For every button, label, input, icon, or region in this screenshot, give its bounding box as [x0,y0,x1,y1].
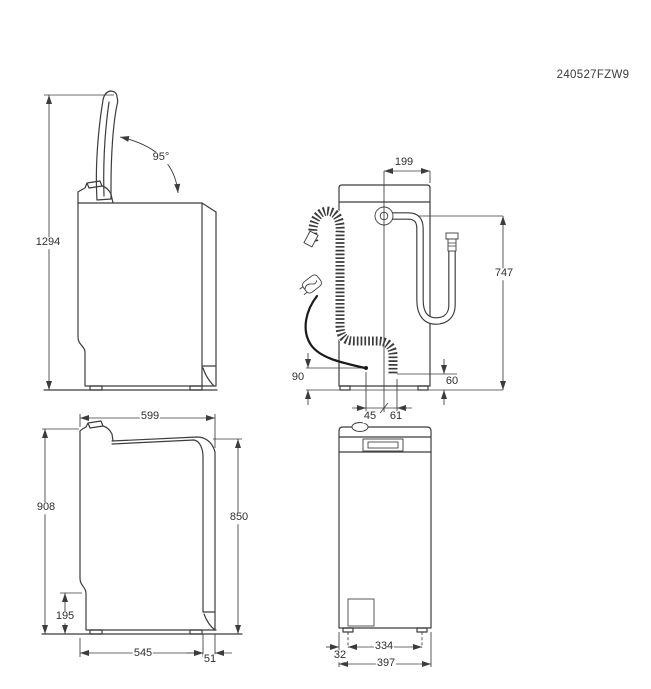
closed-lid-top [112,437,215,457]
supply-hose-connector-stem [448,239,456,251]
supply-hose-connector-cap [446,233,458,239]
dim-body-depth-label: 545 [133,647,153,660]
dim-inlet-offset-label: 199 [394,156,414,169]
dim-total-depth-label: 599 [140,410,160,423]
dim-cord-offset-label: 45 [363,410,377,423]
dim-drain-offset-label: 61 [389,410,403,423]
power-plug-icon [298,273,323,297]
program-knob-icon [352,423,368,432]
view-back [298,171,503,413]
dim-foot-inset-label: 32 [333,649,347,662]
dim-body-height-label: 850 [229,511,249,524]
dim-total-height-label: 1294 [35,236,61,249]
washer-body-front [339,427,431,628]
view-front [326,423,431,668]
document-code: 240527FZW9 [556,69,630,81]
handle-recess [363,439,403,451]
open-lid [96,91,117,200]
dim-feet-spacing-label: 334 [374,640,394,653]
dim-total-width-label: 397 [376,657,396,670]
drain-hose-underlay [313,211,393,375]
ext-lines-45-61 [366,372,397,412]
dim-recess-height-label: 195 [55,610,75,623]
view-side-open [44,91,217,390]
drain-hose-icon [313,211,393,375]
dim-hose-height-label: 747 [494,267,514,280]
cord-anchor-dot [364,366,368,370]
dim-drain-height-label: 60 [445,375,459,388]
lid-angle-label: 95° [152,151,170,164]
rear-panel [203,452,215,630]
dim-max-height-label: 908 [36,501,56,514]
filter-door [348,599,374,626]
supply-hose-inner [391,216,452,321]
washer-body-side-closed [80,431,216,630]
lid-angle-arc [120,137,178,193]
dim-cord-height-label: 90 [291,371,305,384]
control-panel-knob [80,421,113,441]
washer-body-side-open [78,203,216,386]
dim-rear-depth-label: 51 [203,653,217,666]
